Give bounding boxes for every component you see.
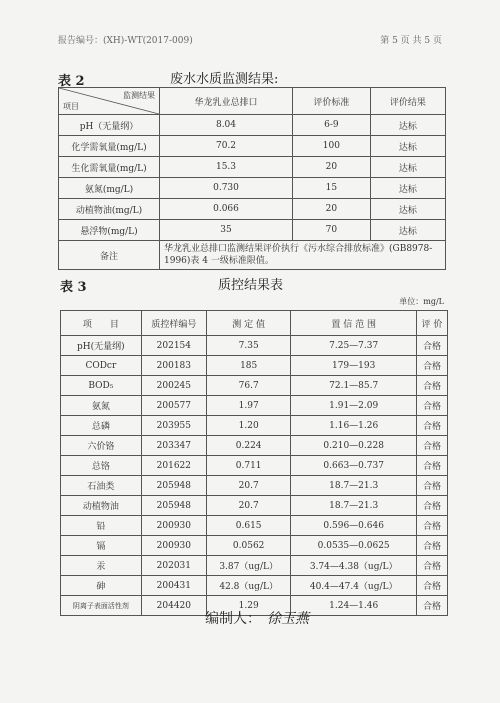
table3-cell: 201622: [141, 456, 206, 476]
table3-cell: 18.7—21.3: [291, 476, 417, 496]
table3-cell: 0.0535—0.0625: [291, 536, 417, 556]
table3-row: [61, 536, 448, 556]
table3-cell: 7.25—7.37: [291, 336, 417, 356]
table2-row: [59, 178, 446, 199]
table3-column-header: 评 价: [416, 311, 447, 336]
table2-column-header: 评价结果: [370, 88, 445, 115]
table3-row: [61, 376, 448, 396]
table2-cell: 15.3: [160, 157, 293, 178]
table3-cell: 76.7: [206, 376, 290, 396]
table3-cell: 1.97: [206, 396, 290, 416]
table2-title: 废水水质监测结果:: [170, 72, 279, 87]
table3-cell: 合格: [416, 416, 447, 436]
table2-cell: 达标: [370, 199, 445, 220]
table3-cell: 204420: [141, 596, 206, 616]
table3-cell: 阴离子表面活性剂: [61, 596, 142, 616]
signature-label: 编制人：: [205, 611, 261, 627]
table3-cell: 1.20: [206, 416, 290, 436]
table3-cell: 合格: [416, 376, 447, 396]
table3-cell: 石油类: [61, 476, 142, 496]
table3-cell: 203955: [141, 416, 206, 436]
signature: [205, 608, 309, 628]
table2-cell: 达标: [370, 178, 445, 199]
table3-row: [61, 396, 448, 416]
page-number: 第 5 页 共 5 页: [380, 36, 442, 46]
table3-cell: 氨氮: [61, 396, 142, 416]
table2-cell: 0.730: [160, 178, 293, 199]
table3-cell: 203347: [141, 436, 206, 456]
table2-row: [59, 115, 446, 136]
table3-row: [61, 576, 448, 596]
table3-cell: 40.4—47.4（ug/L）: [291, 576, 417, 596]
table3-cell: 1.24—1.46: [291, 596, 417, 616]
table3-cell: 200930: [141, 516, 206, 536]
table3-row: [61, 476, 448, 496]
table3-cell: 砷: [61, 576, 142, 596]
corner-top-label: 监测结果: [123, 91, 155, 100]
table3-cell: 合格: [416, 556, 447, 576]
table3-header-row: [61, 311, 448, 336]
table3-cell: 合格: [416, 596, 447, 616]
table3-cell: 铅: [61, 516, 142, 536]
table3-cell: 3.74—4.38（ug/L）: [291, 556, 417, 576]
table2-note-row: [59, 241, 446, 270]
table3-cell: 20.7: [206, 496, 290, 516]
table3-row: [61, 456, 448, 476]
table3-cell: 0.0562: [206, 536, 290, 556]
table2-cell: 达标: [370, 115, 445, 136]
table3-cell: BOD₅: [61, 376, 142, 396]
table2-row: [59, 199, 446, 220]
table2-cell: 100: [293, 136, 371, 157]
table3-cell: 合格: [416, 576, 447, 596]
unit-label: 单位：mg/L: [399, 297, 444, 306]
table2-cell: 达标: [370, 136, 445, 157]
table3-row: [61, 556, 448, 576]
table2-cell: 35: [160, 220, 293, 241]
table3-cell: 72.1—85.7: [291, 376, 417, 396]
table3-cell: 0.711: [206, 456, 290, 476]
table2-cell: 达标: [370, 220, 445, 241]
table3-cell: 六价铬: [61, 436, 142, 456]
table3-cell: 18.7—21.3: [291, 496, 417, 516]
table3-cell: 42.8（ug/L）: [206, 576, 290, 596]
table3-row: [61, 436, 448, 456]
table3-cell: 179—193: [291, 356, 417, 376]
table2-cell: 氨氮(mg/L): [59, 178, 160, 199]
table3-cell: 合格: [416, 496, 447, 516]
corner-bottom-label: 项目: [63, 102, 79, 111]
table3-cell: 合格: [416, 356, 447, 376]
table2-cell: 15: [293, 178, 371, 199]
table3-cell: 202154: [141, 336, 206, 356]
wastewater-results-table: [58, 87, 446, 270]
table3-cell: 7.35: [206, 336, 290, 356]
table2-cell: pH（无量纲）: [59, 115, 160, 136]
table2-row: [59, 136, 446, 157]
table2-cell: 达标: [370, 157, 445, 178]
table3-cell: 合格: [416, 516, 447, 536]
table2-column-header: 华龙乳业总排口: [160, 88, 293, 115]
table3-cell: CODcr: [61, 356, 142, 376]
table3-cell: 总磷: [61, 416, 142, 436]
note-label: 备注: [59, 241, 160, 270]
table3-cell: 0.210—0.228: [291, 436, 417, 456]
table2-cell: 化学需氧量(mg/L): [59, 136, 160, 157]
table3-column-header: 项 目: [61, 311, 142, 336]
table3-cell: 205948: [141, 476, 206, 496]
table2-cell: 8.04: [160, 115, 293, 136]
table3-row: [61, 356, 448, 376]
table3-cell: 20.7: [206, 476, 290, 496]
table3-cell: 200930: [141, 536, 206, 556]
table3-row: [61, 416, 448, 436]
table3-column-header: 置 信 范 围: [291, 311, 417, 336]
table3-cell: 3.87（ug/L）: [206, 556, 290, 576]
table3-cell: 0.663—0.737: [291, 456, 417, 476]
table3-cell: pH(无量纲): [61, 336, 142, 356]
table3-cell: 合格: [416, 436, 447, 456]
table2-cell: 20: [293, 199, 371, 220]
table2-cell: 生化需氧量(mg/L): [59, 157, 160, 178]
report-header: [58, 33, 442, 46]
table3-cell: 200183: [141, 356, 206, 376]
table3-cell: 动植物油: [61, 496, 142, 516]
table3-cell: 0.596—0.646: [291, 516, 417, 536]
table3-column-header: 测 定 值: [206, 311, 290, 336]
table3-row: [61, 336, 448, 356]
table3-label: 表 3: [60, 280, 87, 295]
table3-cell: 205948: [141, 496, 206, 516]
table3-cell: 合格: [416, 336, 447, 356]
table2-cell: 动植物油(mg/L): [59, 199, 160, 220]
table3-cell: 200577: [141, 396, 206, 416]
table3-cell: 1.16—1.26: [291, 416, 417, 436]
table3-cell: 合格: [416, 396, 447, 416]
table3-cell: 合格: [416, 456, 447, 476]
table2-cell: 70.2: [160, 136, 293, 157]
table2-label: 表 2: [58, 74, 85, 89]
table2-cell: 悬浮物(mg/L): [59, 220, 160, 241]
table2-cell: 20: [293, 157, 371, 178]
table2-cell: 6-9: [293, 115, 371, 136]
table3-cell: 总铬: [61, 456, 142, 476]
table3-cell: 200245: [141, 376, 206, 396]
report-number: 报告编号：(XH)-WT(2017-009): [58, 36, 193, 46]
table3-cell: 合格: [416, 476, 447, 496]
table3-cell: 0.224: [206, 436, 290, 456]
table2-corner-cell: [59, 88, 160, 115]
table3-row: [61, 496, 448, 516]
table3-cell: 汞: [61, 556, 142, 576]
table2-row: [59, 157, 446, 178]
table2-header-row: [59, 88, 446, 115]
table3-cell: 合格: [416, 536, 447, 556]
table3-cell: 0.615: [206, 516, 290, 536]
qc-results-table: [60, 310, 448, 616]
table3-column-header: 质控样编号: [141, 311, 206, 336]
table3-row: [61, 516, 448, 536]
table2-cell: 0.066: [160, 199, 293, 220]
table3-cell: 185: [206, 356, 290, 376]
corner-diagonal: [59, 88, 159, 114]
signature-name: 徐玉燕: [267, 611, 309, 627]
table3-cell: 镉: [61, 536, 142, 556]
note-text: 华龙乳业总排口监测结果评价执行《污水综合排放标准》(GB8978-1996)表 4 一级标准限值。: [160, 241, 446, 270]
table2-column-header: 评价标准: [293, 88, 371, 115]
table3-title: 质控结果表: [218, 278, 284, 293]
table2-cell: 70: [293, 220, 371, 241]
table3-cell: 1.29: [206, 596, 290, 616]
table2-row: [59, 220, 446, 241]
table3-cell: 1.91—2.09: [291, 396, 417, 416]
table3-cell: 202031: [141, 556, 206, 576]
table3-cell: 200431: [141, 576, 206, 596]
